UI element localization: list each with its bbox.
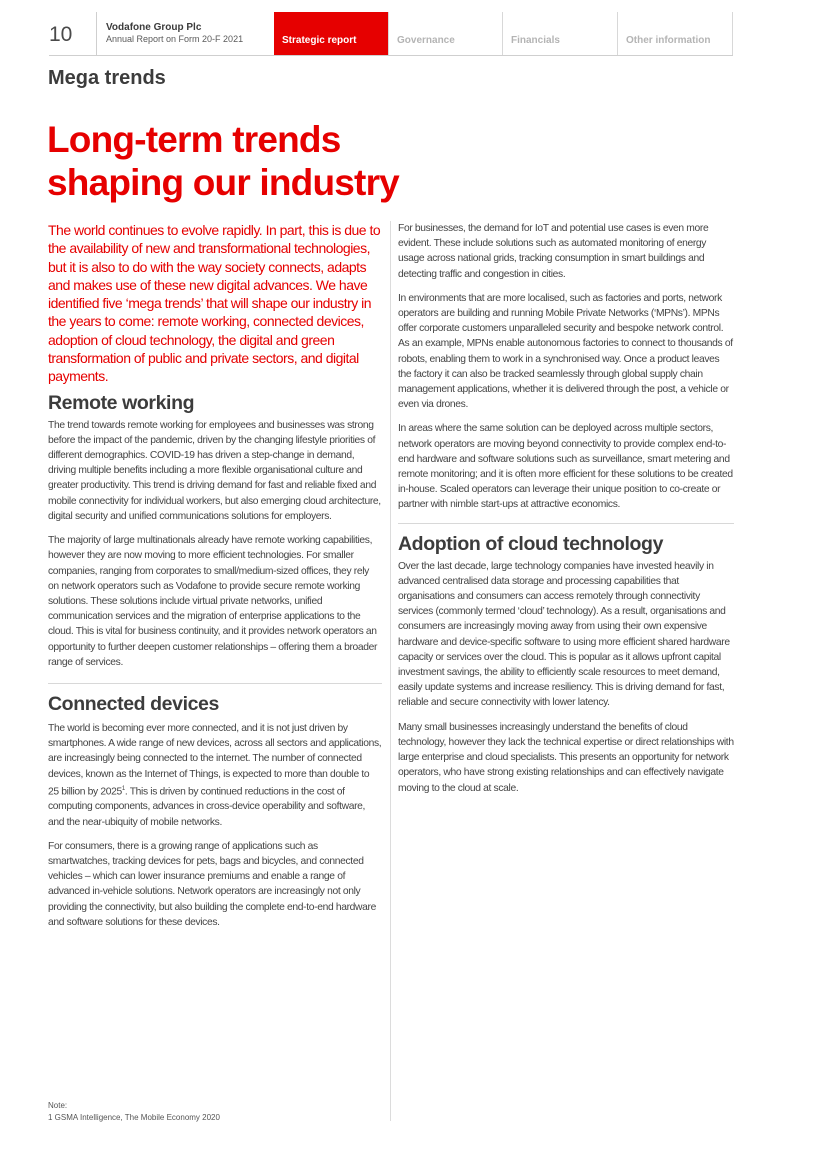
- header-divider: [96, 12, 97, 55]
- section-rule: [398, 523, 734, 524]
- text-run: The world is becoming ever more connected, and it is not just driven by smartphones. A wide range of new devices, across all sectors and applications, are increasingly being connected to the internet. The number of connected devices, known as the Internet of Things, is expected to more than double to 25 billion by 2025: [48, 722, 382, 798]
- column-divider: [390, 221, 391, 1121]
- body-paragraph: For consumers, there is a growing range of applications such as smartwatches, tracking devices for pets, bags and bicycles, and connected vehicles – which can lower insurance premiums and enable a range of advanced in-vehicle solutions. Network operators are increasingly not only providing the connectivity, but also building the complete end-to-end hardware and software solutions for these devices.: [48, 840, 376, 928]
- body-paragraph: For businesses, the demand for IoT and potential use cases is even more evident. These include solutions such as automated monitoring of energy usage across national grids, tracking consumption in smart buildings and detecting traffic and congestion in cities.: [398, 223, 709, 280]
- company-name: Vodafone Group Plc: [106, 22, 202, 33]
- section-rule: [48, 683, 382, 684]
- section-title: Mega trends: [48, 67, 166, 89]
- page-header: [0, 0, 826, 56]
- heading-cloud-technology: Adoption of cloud technology: [398, 532, 664, 555]
- body-paragraph: [48, 721, 382, 830]
- footnote-ref: 1: [121, 785, 125, 792]
- tab-label: Other information: [626, 35, 711, 46]
- body-paragraph: The trend towards remote working for employees and businesses was strong before the impact of the pandemic, driven by the changing lifestyle priorities of different demographics. COVID-19 has driven a step-change in demand, driving multiple benefits including a more flexible organisational culture and greater productivity. This trend is driving demand for fast and reliable fixed and mobile connectivity for individual workers, but also emerging cloud architecture, digital security and unified communications solutions for employers.: [48, 419, 381, 522]
- tab-governance[interactable]: [388, 12, 502, 55]
- heading-remote-working: Remote working: [48, 391, 195, 414]
- footnote: [48, 1100, 220, 1124]
- tab-financials[interactable]: [502, 12, 617, 55]
- right-column: [398, 221, 734, 805]
- tab-label: Strategic report: [282, 35, 357, 46]
- text-run: . This is driven by continued reductions in the cost of computing components, advances in cross-device operability and software, and the near-ubiquity of mobile networks.: [48, 786, 366, 828]
- header-rule: [49, 55, 733, 56]
- footnote-label: Note:: [48, 1101, 68, 1110]
- tab-label: Financials: [511, 35, 560, 46]
- page-headline: Long-term trends shaping our industry: [47, 119, 399, 203]
- left-column: [48, 221, 382, 939]
- body-paragraph: In environments that are more localised, such as factories and ports, network operators are building and running Mobile Private Networks (‘MPNs’). MPNs offer corporate customers unparalleled security and bespoke network control. As an example, MPNs enable autonomous factories to connect to thousands of robots, enabling them to work in a synchronised way. Once a product leaves the factory it can also be tracked seamlessly through global supply chain management applications, whether it is delivered through the post, a vehicle or even via drones.: [398, 292, 733, 411]
- tab-edge: [732, 12, 733, 55]
- body-paragraph: Many small businesses increasingly understand the benefits of cloud technology, however they lack the technical expertise or direct relationships with large enterprise and cloud specialists. This presents an opportunity for network operators, who have strong existing relationships and can effectively navigate moving to the cloud at scale.: [398, 721, 734, 794]
- tab-other-information[interactable]: [617, 12, 732, 55]
- footnote-item: 1 GSMA Intelligence, The Mobile Economy 2020: [48, 1113, 220, 1122]
- tab-strategic-report[interactable]: [274, 12, 388, 55]
- body-paragraph: Over the last decade, large technology companies have invested heavily in advanced centralised data storage and processing capabilities that organisations and consumers can access remotely through connectivity services (commonly termed ‘cloud’ technology). As a result, organisations and consumers are increasingly moving away from using their own expensive hardware and device-specific software to using more efficient shared hardware capacity or services over the cloud. This is popular as it allows upfront capital investment savings, the ability to efficiently scale resources to meet demand, easily update systems and increase resiliency. This is driving demand for fast, reliable and secure connectivity with lower latency.: [398, 560, 730, 709]
- heading-connected-devices: Connected devices: [48, 692, 219, 715]
- body-paragraph: The majority of large multinationals already have remote working capabilities, however they are now moving to more efficient technologies. For smaller companies, ranging from corporates to small/medium-sized offices, they rely on network operators such as Vodafone to provide secure remote working solutions. These solutions include virtual private networks, unified communication services and the migration of enterprise applications to the cloud. This is vital for business continuity, and it provides network operators an opportunity to further deepen customer relationships – offering them a broader range of services.: [48, 535, 378, 668]
- report-name: Annual Report on Form 20-F 2021: [106, 34, 244, 44]
- body-paragraph: In areas where the same solution can be deployed across multiple sectors, network operators are moving beyond connectivity to provide complex end-to-end hardware and software solutions such as surveillance, smart metering and remote monitoring; and it is often more efficient for these solutions to be created in-house. Scaled operators can leverage their unique position to co-create or partner with nimble start-ups at attractive economics.: [398, 423, 733, 511]
- intro-paragraph: The world continues to evolve rapidly. In part, this is due to the availability of new and transformational technologies, but it is also to do with the way society connects, adapts and makes use of these new digital advances. We have identified five ‘mega trends’ that will shape our industry in the years to come: remote working, connected devices, adoption of cloud technology, the digital and green transformation of public and private sectors, and digital payments.: [48, 222, 381, 385]
- page-number: 10: [49, 23, 73, 46]
- tab-label: Governance: [397, 35, 455, 46]
